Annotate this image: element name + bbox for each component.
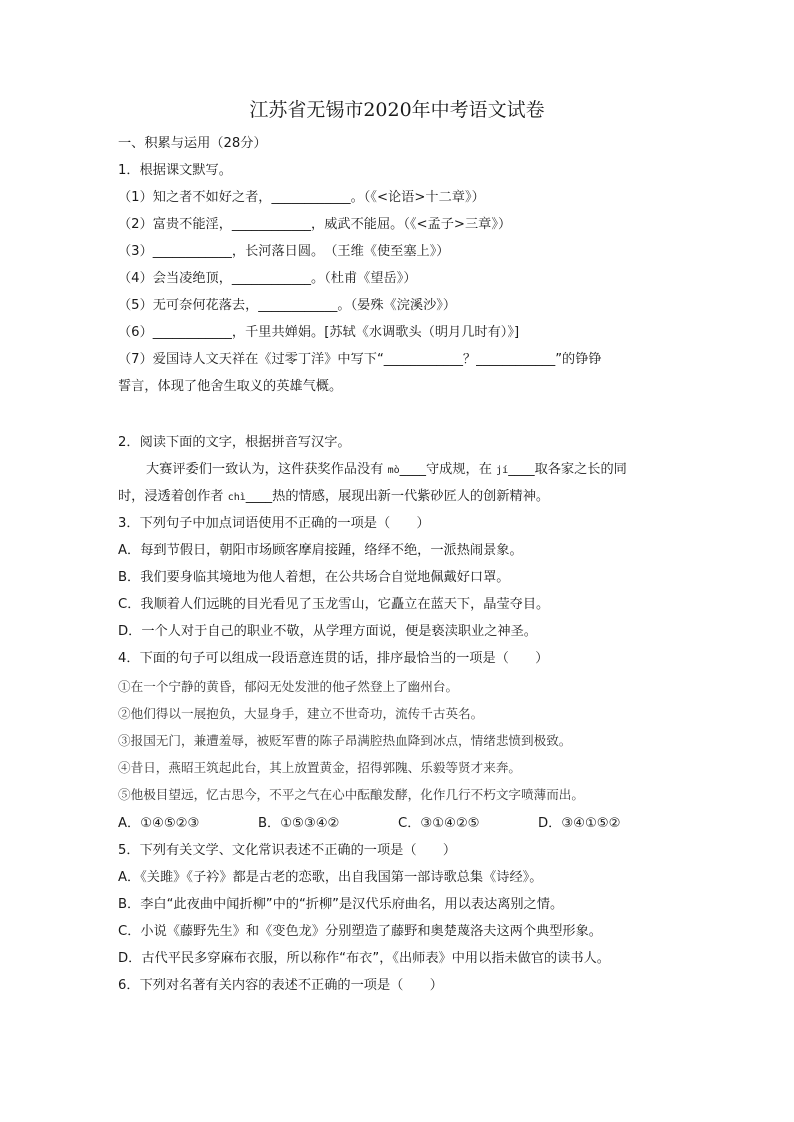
question-5-option: A．《关雎》《子衿》都是古老的恋歌，出自我国第一部诗歌总集《诗经》。 [118,870,543,885]
question-4-choice: A．①④⑤②③ [118,816,200,831]
question-4-sentence: ②他们得以一展抱负，大显身手，建立不世奇功，流传千古英名。 [118,706,484,721]
question-1-item: （1）知之者不如好之者，____________。（《<论语>十二章》） [118,190,485,205]
question-4-choice: D．③④①⑤② [538,816,621,831]
question-1-item: （4）会当凌绝顶，____________。（杜甫《望岳》） [118,271,417,286]
question-1-item: （2）富贵不能淫，____________，威武不能屈。（《<孟子>三章》） [118,217,512,232]
pinyin-hint: chì [227,492,246,503]
passage-text: 时，浸透着创作者 [118,489,228,504]
passage-text: ____守成规，在 [399,462,497,477]
question-3-option: B．我们要身临其境地为他人着想，在公共场合自觉地佩戴好口罩。 [118,570,510,585]
question-3-stem: 3．下列句子中加点词语使用不正确的一项是（ ） [118,516,430,531]
question-1-item: （6）____________，千里共婵娟。[苏轼《水调歌头（明月几时有）》] [118,325,520,340]
question-4-stem: 4．下面的句子可以组成一段语意连贯的话，排序最恰当的一项是（ ） [118,651,549,666]
question-1-item: （7）爱国诗人文天祥在《过零丁洋》中写下“____________？____________”的铮铮 [118,352,602,367]
section-heading: 一、积累与运用（28分） [118,136,267,151]
question-1-item: （3）____________，长河落日圆。 （王维《使至塞上》） [118,244,450,259]
pinyin-hint: jí [496,465,509,476]
page-title: 江苏省无锡市2020年中考语文试卷 [249,99,545,121]
passage-text: ____热的情感，展现出新一代紫砂匠人的创新精神。 [245,489,550,504]
passage-text: 大赛评委们一致认为，这件获奖作品没有 [146,462,388,477]
question-5-option: D．古代平民多穿麻布衣服，所以称作“布衣”，《出师表》中用以指未做官的读书人。 [118,951,610,966]
question-1-item-continued: 誓言，体现了他舍生取义的英雄气概。 [118,379,343,394]
question-3-option: D．一个人对于自己的职业不敬，从学理方面说，便是亵渎职业之神圣。 [118,624,537,639]
pinyin-hint: mò [387,465,400,476]
question-4-sentence: ⑤他极目望远，忆古思今，不平之气在心中酝酿发酵，化作几行不朽文字喷薄而出。 [118,787,584,802]
question-1-item: （5）无可奈何花落去，____________。（晏殊《浣溪沙》） [118,298,457,313]
question-4-sentence: ③报国无门，兼遭羞辱，被贬军曹的陈子昂满腔热血降到冰点，情绪悲愤到极致。 [118,733,572,748]
question-4-choice: C．③①④②⑤ [398,816,480,831]
question-4-choice: B．①⑤③④② [258,816,340,831]
question-5-option: C．小说《藤野先生》和《变色龙》分别塑造了藤野和奥楚蔑洛夫这两个典型形象。 [118,924,602,939]
question-5-stem: 5．下列有关文学、文化常识表述不正确的一项是（ ） [118,843,457,858]
question-5-option: B．李白“此夜曲中闻折柳”中的“折柳”是汉代乐府曲名，用以表达离别之情。 [118,897,564,912]
passage-text: ____取各家之长的同 [508,462,627,477]
question-2-stem: 2．阅读下面的文字，根据拼音写汉字。 [118,435,351,450]
question-3-option: A．每到节假日，朝阳市场顾客摩肩接踵，络绎不绝，一派热闹景象。 [118,543,523,558]
question-6-stem: 6．下列对名著有关内容的表述不正确的一项是（ ） [118,978,443,993]
question-4-sentence: ①在一个宁静的黄昏，郁闷无处发泄的他孑然登上了幽州台。 [118,679,459,694]
question-3-option: C．我顺着人们远眺的目光看见了玉龙雪山，它矗立在蓝天下，晶莹夺目。 [118,597,550,612]
question-2-passage-line [146,461,627,480]
question-2-passage-line [118,488,549,507]
question-4-sentence: ④昔日，燕昭王筑起此台，其上放置黄金，招得郭隗、乐毅等贤才来奔。 [118,760,521,775]
question-1-stem: 1．根据课文默写。 [118,163,232,178]
